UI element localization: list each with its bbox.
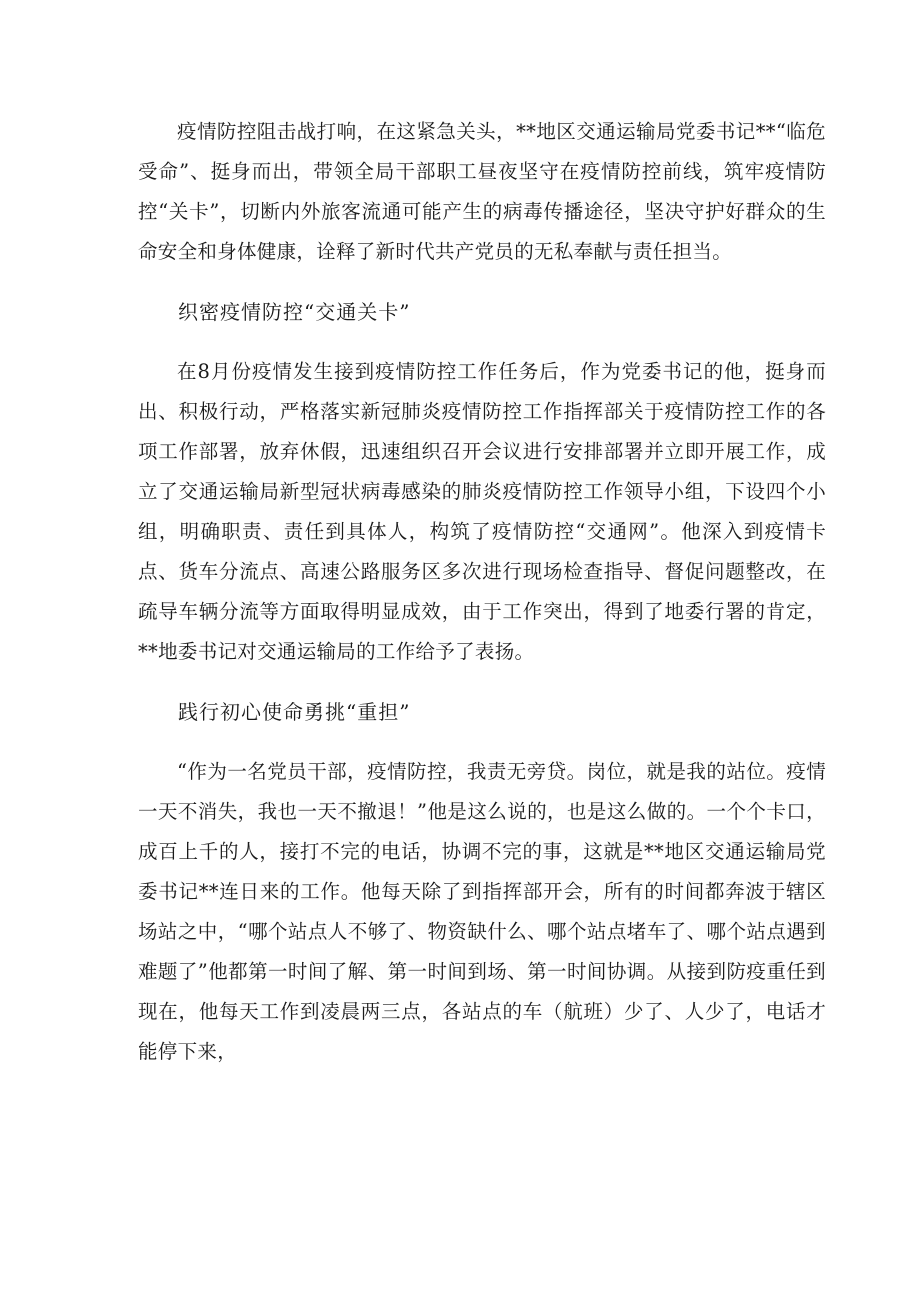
body-paragraph-mission: “作为一名党员干部，疫情防控，我责无旁贷。岗位，就是我的站位。疫情一天不消失，我也一天不撤退！”他是这么说的，也是这么做的。一个个卡口，成百上千的人，接打不完的电话，协调不完的事，这就是**地区交通运输局党委书记**连日来的工作。他每天除了到指挥部开会，所有的时间都奔波于辖区场站之中，“哪个站点人不够了、物资缺什么、哪个站点堵车了、哪个站点遇到难题了”他都第一时间了解、第一时间到场、第一时间协调。从接到防疫重任到现在，他每天工作到凌晨两三点，各站点的车（航班）少了、人少了，电话才能停下来，: [138, 760, 826, 1063]
body-paragraph-traffic-checkpoint: 在8月份疫情发生接到疫情防控工作任务后，作为党委书记的他，挺身而出、积极行动，严格落实新冠肺炎疫情防控工作指挥部关于疫情防控工作的各项工作部署，放弃休假，迅速组织召开会议进行安排部署并立即开展工作，成立了交通运输局新型冠状病毒感染的肺炎疫情防控工作领导小组，下设四个小组，明确职责、责任到具体人，构筑了疫情防控“交通网”。他深入到疫情卡点、货车分流点、高速公路服务区多次进行现场检查指导、督促问题整改，在疏导车辆分流等方面取得明显成效，由于工作突出，得到了地委行署的肯定，**地委书记对交通运输局的工作给予了表扬。: [138, 360, 826, 663]
section-heading-traffic-checkpoint: 织密疫情防控“交通关卡”: [178, 300, 411, 324]
section-heading-mission: 践行初心使命勇挑“重担”: [178, 700, 411, 724]
document-body: [138, 112, 826, 1092]
intro-paragraph: 疫情防控阻击战打响，在这紧急关头，**地区交通运输局党委书记**“临危受命”、挺身而出，带领全局干部职工昼夜坚守在疫情防控前线，筑牢疫情防控“关卡”，切断内外旅客流通可能产生的病毒传播途径，坚决守护好群众的生命安全和身体健康，诠释了新时代共产党员的无私奉献与责任担当。: [138, 120, 826, 263]
